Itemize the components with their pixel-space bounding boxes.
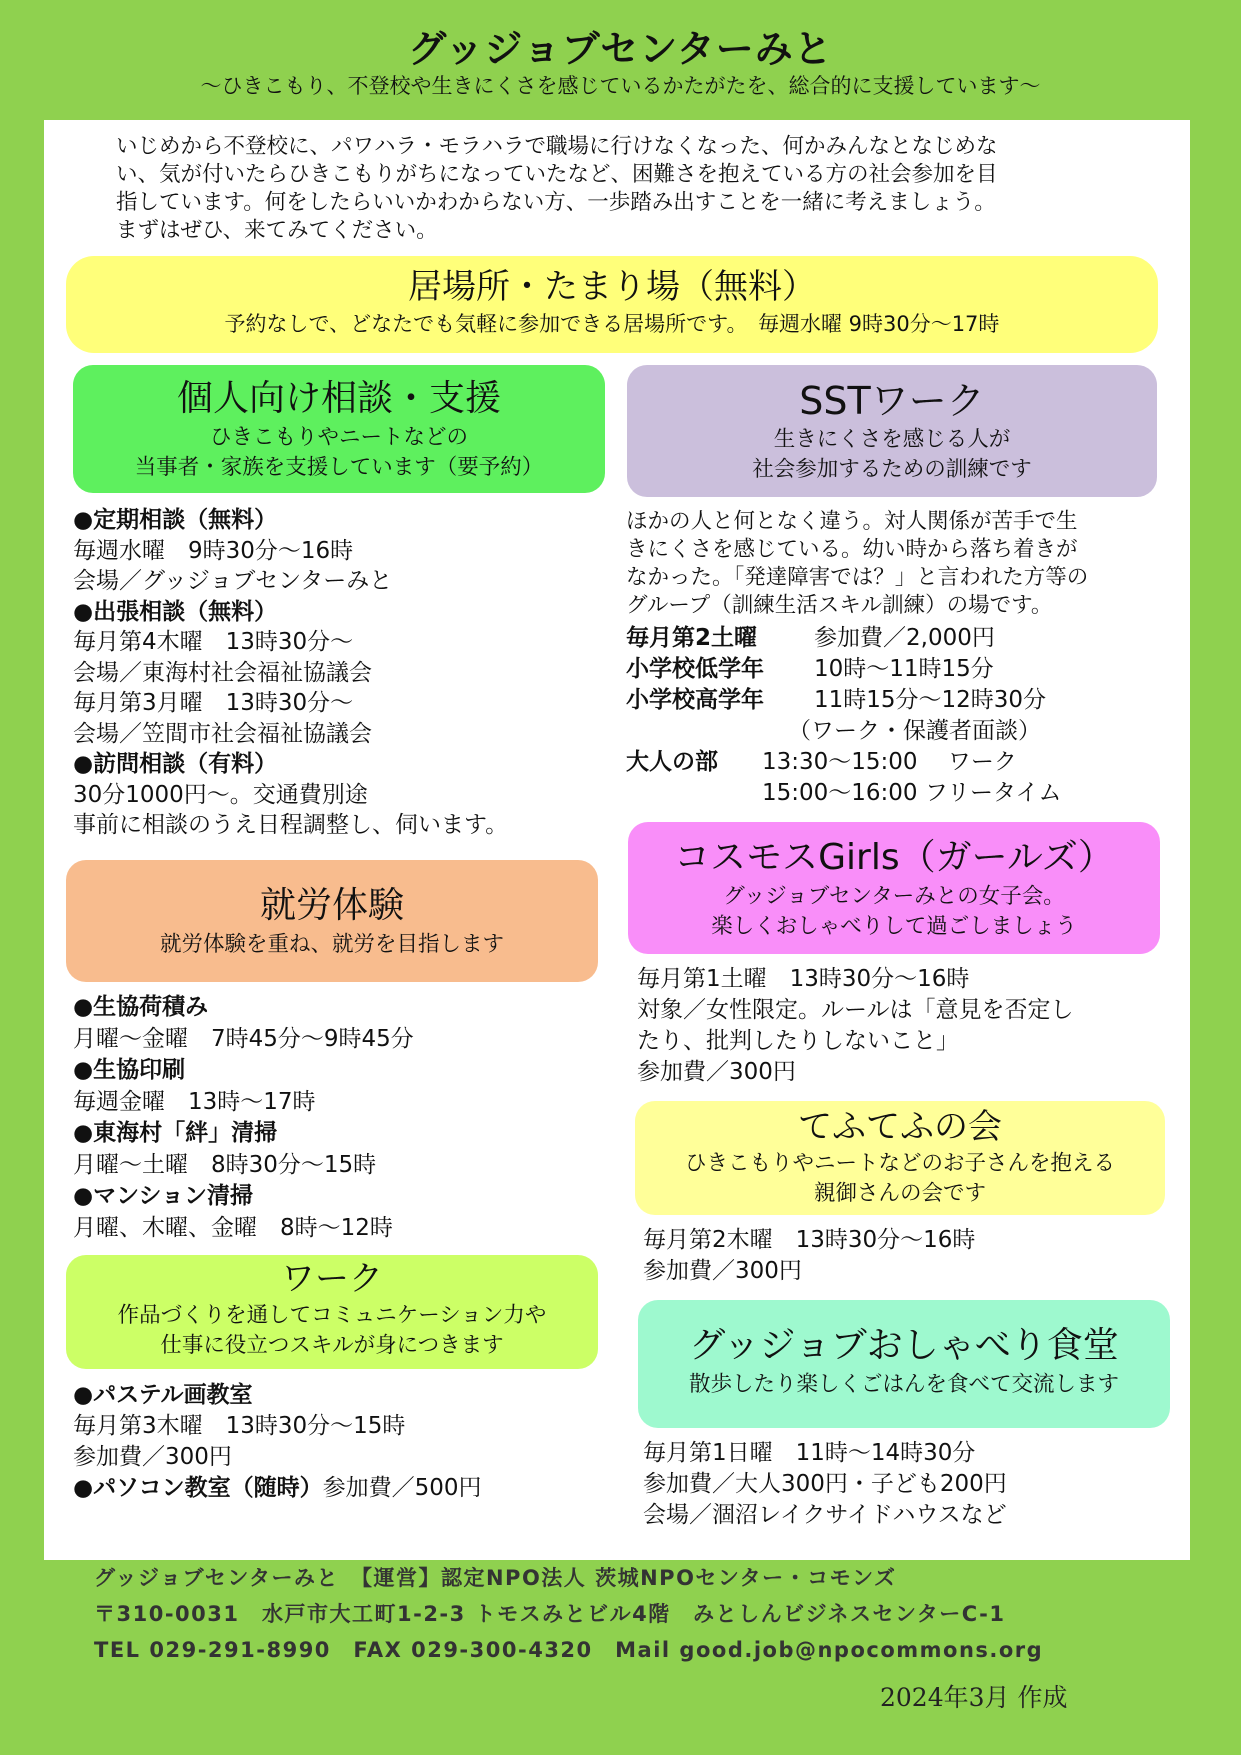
sst-row-label: 小学校低学年 <box>626 656 764 682</box>
sst-sub1: 生きにくさを感じる人が <box>773 427 1011 452</box>
kojin-line: 事前に相談のうえ日程調整し、伺います。 <box>73 812 509 838</box>
ibasho-sub: 予約なしで、どなたでも気軽に参加できる居場所です。 毎週水曜 9時30分〜17時 <box>224 312 1000 336</box>
sst-desc-line: グループ（訓練生活スキル訓練）の場です。 <box>626 593 1053 618</box>
ibasho-box <box>66 256 1158 353</box>
cosmos-sub2: 楽しくおしゃべりして過ごしましょう <box>711 914 1077 939</box>
cosmos-line: 参加費／300円 <box>637 1059 796 1085</box>
cosmos-sub1: グッジョブセンターみとの女子会。 <box>723 884 1065 909</box>
sst-row <box>626 685 1062 716</box>
sst-row <box>626 623 1062 654</box>
work-line: 毎月第3木曜 13時30分〜15時 <box>73 1413 406 1439</box>
cosmos-heading: コスモスGirls（ガールズ） <box>674 837 1114 878</box>
shuro-line: 月曜、木曜、金曜 8時〜12時 <box>73 1214 393 1241</box>
work-details <box>73 1380 482 1504</box>
sst-desc-line: ほかの人と何となく違う。対人関係が苦手で生 <box>626 509 1078 534</box>
shuro-details <box>73 992 414 1244</box>
shokudo-line: 毎月第1日曜 11時〜14時30分 <box>643 1440 976 1466</box>
kojin-details <box>73 505 508 841</box>
tefutefu-heading: てふてふの会 <box>798 1107 1002 1147</box>
sst-row <box>626 654 1062 685</box>
sst-row <box>626 778 1062 809</box>
sst-row-value: 15:00〜16:00 フリータイム <box>762 780 1062 806</box>
kojin-line: ●訪問相談（有料） <box>73 751 278 777</box>
work-line <box>73 1473 482 1504</box>
tefutefu-line: 毎月第2木曜 13時30分〜16時 <box>643 1227 976 1253</box>
sst-row <box>626 747 1062 778</box>
tefutefu-sub2: 親御さんの会です <box>813 1181 986 1206</box>
intro-line: 指しています。何をしたらいいかわからない方、一歩踏み出すことを一緒に考えましょう。 <box>116 190 996 215</box>
kojin-line: 会場／笠間市社会福祉協議会 <box>73 720 372 747</box>
kojin-box <box>73 365 605 493</box>
work-box <box>66 1255 598 1369</box>
sst-row-value: 参加費／2,000円 <box>814 625 995 651</box>
shuro-line: ●生協荷積み <box>73 994 209 1020</box>
ibasho-heading: 居場所・たまり場（無料） <box>408 267 816 307</box>
shokudo-details <box>643 1438 1007 1531</box>
sst-desc-line: きにくさを感じている。幼い時から落ち着きが <box>626 537 1078 562</box>
kojin-line: ●出張相談（無料） <box>73 598 278 625</box>
work-pc-label: ●パソコン教室（随時） <box>73 1475 323 1501</box>
intro-line: いじめから不登校に、パワハラ・モラハラで職場に行けなくなった、何かみんなとなじめな <box>116 134 998 159</box>
kojin-line: 会場／東海村社会福祉協議会 <box>73 659 372 686</box>
sst-row-value: 13:30〜15:00 ワーク <box>762 749 1017 775</box>
cosmos-line: 対象／女性限定。ルールは「意見を否定し <box>637 997 1074 1023</box>
sst-row-value: 10時〜11時15分 <box>814 656 994 682</box>
cosmos-line: 毎月第1土曜 13時30分〜16時 <box>637 966 970 992</box>
shuro-line: ●生協印刷 <box>73 1057 186 1083</box>
shokudo-line: 会場／涸沼レイクサイドハウスなど <box>643 1502 1007 1528</box>
kojin-line: 毎月第4木曜 13時30分〜 <box>73 629 354 655</box>
sst-schedule <box>626 623 1062 809</box>
creation-date: 2024年3月 作成 <box>880 1683 1068 1712</box>
shuro-line: ●マンション清掃 <box>73 1183 254 1209</box>
sst-row <box>626 716 1062 747</box>
sst-box <box>627 365 1157 497</box>
work-pc-fee: 参加費／500円 <box>322 1475 482 1501</box>
work-sub1: 作品づくりを通してコミュニケーション力や <box>117 1303 547 1328</box>
kojin-line: 毎週水曜 9時30分〜16時 <box>73 537 354 564</box>
kojin-sub2: 当事者・家族を支援しています（要予約） <box>134 455 544 480</box>
tefutefu-box <box>635 1101 1165 1215</box>
tefutefu-details <box>643 1225 975 1287</box>
kojin-heading: 個人向け相談・支援 <box>176 378 501 419</box>
work-sub2: 仕事に役立つスキルが身につきます <box>160 1333 504 1358</box>
cosmos-box <box>628 822 1160 954</box>
shuro-line: 月曜〜土曜 8時30分〜15時 <box>73 1151 377 1178</box>
footer-organization: グッジョブセンターみと 【運営】認定NPO法人 茨城NPOセンター・コモンズ <box>94 1566 897 1590</box>
footer-address: 〒310-0031 水戸市大工町1-2-3 トモスみとビル4階 みとしんビジネスセンターC-1 <box>94 1602 1006 1626</box>
tefutefu-line: 参加費／300円 <box>643 1258 802 1284</box>
shokudo-heading: グッジョブおしゃべり食堂 <box>689 1325 1119 1366</box>
sst-row-label: 小学校高学年 <box>626 687 764 713</box>
kojin-line: 毎月第3月曜 13時30分〜 <box>73 690 354 716</box>
kojin-line: 会場／グッジョブセンターみと <box>73 568 393 594</box>
shokudo-line: 参加費／大人300円・子ども200円 <box>643 1471 1007 1497</box>
cosmos-details <box>637 964 1074 1088</box>
shuro-sub: 就労体験を重ね、就労を目指します <box>159 932 504 957</box>
work-line: ●パステル画教室 <box>73 1382 253 1408</box>
shokudo-sub: 散歩したり楽しくごはんを食べて交流します <box>688 1372 1119 1397</box>
shuro-line: 毎週金曜 13時〜17時 <box>73 1088 316 1115</box>
sst-row-value: （ワーク・保護者面談） <box>788 718 1041 744</box>
shuro-line: 月曜〜金曜 7時45分〜9時45分 <box>73 1025 414 1052</box>
shuro-line: ●東海村「絆」清掃 <box>73 1120 278 1146</box>
intro-line: まずはぜひ、来てみてください。 <box>116 218 438 243</box>
shokudo-box <box>638 1300 1170 1428</box>
sst-sub2: 社会参加するための訓練です <box>752 457 1032 482</box>
sst-heading: SSTワーク <box>799 379 985 423</box>
footer-contact: TEL 029-291-8990 FAX 029-300-4320 Mail good.job@npocommons.org <box>94 1638 1044 1662</box>
cosmos-line: たり、批判したりしないこと」 <box>637 1028 959 1054</box>
sst-desc-line: なかった。「発達障害では？」と言われた方等の <box>626 565 1089 590</box>
page-title: グッジョブセンターみと <box>408 27 833 71</box>
work-heading: ワーク <box>281 1259 383 1299</box>
kojin-line: 30分1000円〜。交通費別途 <box>73 781 368 808</box>
tefutefu-sub1: ひきこもりやニートなどのお子さんを抱える <box>684 1151 1115 1176</box>
shuro-box <box>66 860 598 982</box>
intro-text <box>116 133 1126 245</box>
shuro-heading: 就労体験 <box>259 885 404 926</box>
kojin-line: ●定期相談（無料） <box>73 507 278 533</box>
intro-line: い、気が付いたらひきこもりがちになっていたなど、困難さを抱えている方の社会参加を目 <box>116 162 998 187</box>
sst-row-value: 11時15分〜12時30分 <box>814 687 1047 713</box>
sst-row-label: 毎月第2土曜 <box>626 625 758 651</box>
work-line: 参加費／300円 <box>73 1444 232 1470</box>
sst-description <box>626 508 1088 620</box>
kojin-sub1: ひきこもりやニートなどの <box>209 425 468 450</box>
sst-row-label: 大人の部 <box>626 749 718 775</box>
page-subtitle: 〜ひきこもり、不登校や生きにくさを感じているかたがたを、総合的に支援しています〜 <box>200 74 1041 98</box>
